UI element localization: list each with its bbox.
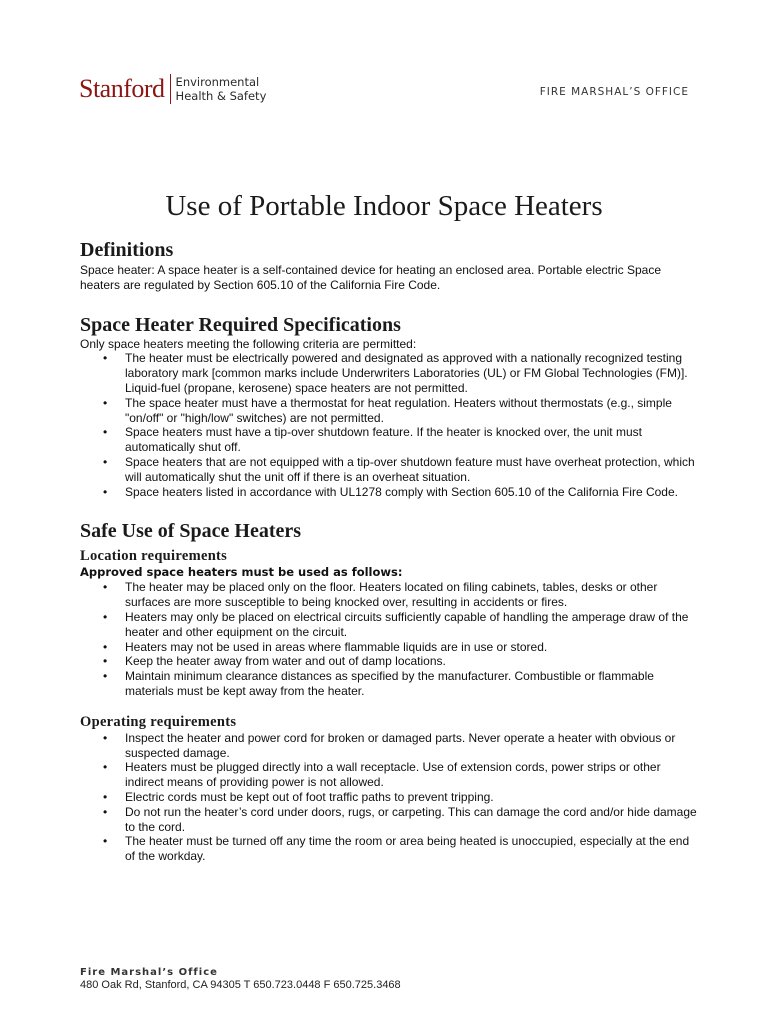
list-item: • Maintain minimum clearance distances as specified by the manufacturer. Combustible or flammable materials must be kept away from the heater. — [125, 669, 700, 699]
operating-heading: Operating requirements — [80, 713, 237, 730]
list-item: • Do not run the heater’s cord under doors, rugs, or carpeting. This can damage the cord and/or hide damage to the cord. — [125, 805, 700, 835]
list-item: • The space heater must have a thermostat for heat regulation. Heaters without thermostats (e.g., simple "on/off" or "high/low" switches) are not permitted. — [125, 396, 700, 426]
list-item: • Heaters may not be used in areas where flammable liquids are in use or stored. — [125, 640, 700, 655]
location-heading: Location requirements — [80, 548, 228, 565]
list-item: • Heaters may only be placed on electrical circuits sufficiently capable of handling the amperage draw of the heater and other equipment on the circuit. — [125, 610, 700, 640]
logo-subtitle — [176, 75, 267, 103]
logo-divider — [170, 74, 171, 104]
safe-use-heading: Safe Use of Space Heaters — [80, 520, 302, 543]
page-footer — [80, 966, 401, 992]
list-item: • Space heaters must have a tip-over shutdown feature. If the heater is knocked over, the unit must automatically shut off. — [125, 425, 700, 455]
location-lead: Approved space heaters must be used as follows: — [80, 565, 403, 580]
list-item: • Space heaters listed in accordance with UL1278 comply with Section 605.10 of the California Fire Code. — [125, 485, 700, 500]
list-item: • The heater may be placed only on the floor. Heaters located on filing cabinets, tables, desks or other surfaces are more susceptible to being knocked over, resulting in accidents or fires. — [125, 580, 700, 610]
list-item: • Space heaters that are not equipped with a tip-over shutdown feature must have overheat protection, which will automatically shut the unit off if there is an overheat situation. — [125, 455, 700, 485]
document-body — [80, 238, 700, 864]
definitions-heading: Definitions — [80, 239, 174, 261]
office-label: FIRE MARSHAL’S OFFICE — [539, 86, 689, 98]
list-item: • Keep the heater away from water and out of damp locations. — [125, 654, 700, 669]
footer-office: Fire Marshal’s Office — [80, 967, 218, 978]
logo-line-1: Environmental — [175, 75, 260, 89]
logo-line-2: Health & Safety — [175, 89, 267, 103]
list-item: • The heater must be electrically powered and designated as approved with a nationally recognized testing laboratory mark [common marks include Underwriters Laboratories (UL) or FM Global Technologies (FM)]. Liquid-fuel (propane, kerosene) space heaters are not permitted. — [125, 351, 700, 395]
footer-address: 480 Oak Rd, Stanford, CA 94305 T 650.723.0448 F 650.725.3468 — [80, 979, 401, 991]
location-list — [80, 580, 700, 698]
list-item: • Inspect the heater and power cord for broken or damaged parts. Never operate a heater with obvious or suspected damage. — [125, 731, 700, 761]
logo-wordmark: Stanford — [79, 74, 165, 103]
specs-intro: Only space heaters meeting the following criteria are permitted: — [80, 336, 417, 351]
document-title: Use of Portable Indoor Space Heaters — [165, 190, 603, 222]
operating-list — [80, 731, 700, 864]
list-item: • Electric cords must be kept out of foot traffic paths to prevent tripping. — [125, 790, 700, 805]
list-item: • Heaters must be plugged directly into a wall receptacle. Use of extension cords, power strips or other indirect means of providing power is not allowed. — [125, 760, 700, 790]
list-item: • The heater must be turned off any time the room or area being heated is unoccupied, especially at the end of the workday. — [125, 834, 700, 864]
page-header — [79, 70, 689, 110]
definitions-text: Space heater: A space heater is a self-contained device for heating an enclosed area. Portable electric Space heaters are regulated by Section 605.10 of the California Fire Code. — [80, 263, 662, 292]
stanford-ehs-logo — [79, 74, 266, 104]
specs-list — [80, 351, 700, 499]
specs-heading: Space Heater Required Specifications — [80, 313, 401, 336]
